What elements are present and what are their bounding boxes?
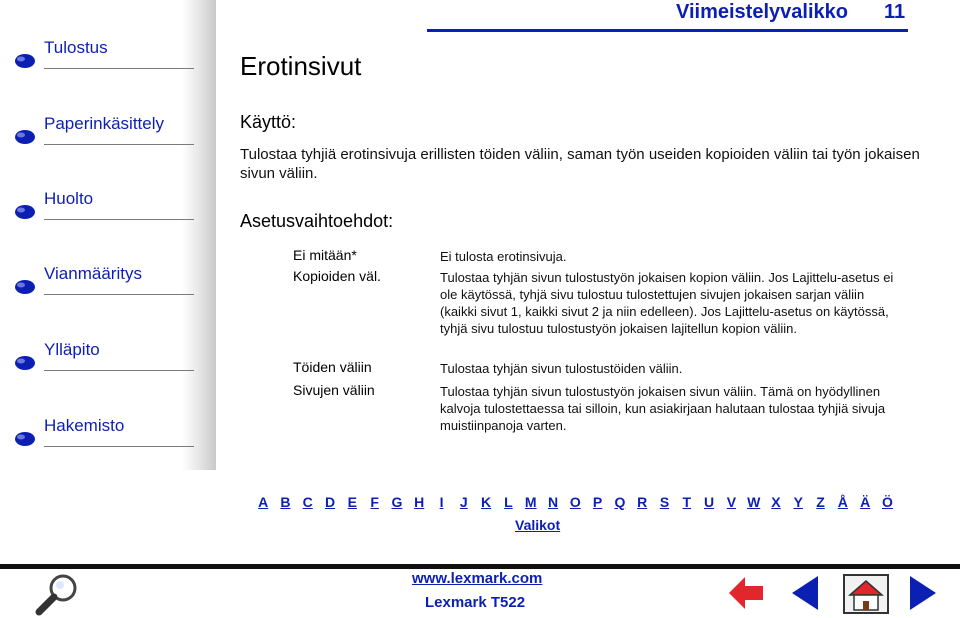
index-letter-link[interactable]: S <box>659 494 670 510</box>
option-label: Sivujen väliin <box>293 382 375 398</box>
left-arrow-icon[interactable] <box>790 574 822 612</box>
index-letter-link[interactable]: Q <box>614 494 626 510</box>
home-icon[interactable] <box>842 573 890 615</box>
right-arrow-icon[interactable] <box>906 574 938 612</box>
page-number: 11 <box>884 1 906 23</box>
sidebar-divider <box>44 68 194 69</box>
usage-heading: Käyttö: <box>240 112 297 132</box>
sidebar-item-label: Paperinkäsittely <box>44 114 165 133</box>
back-arrow-icon[interactable] <box>727 574 765 612</box>
index-letter-link[interactable]: U <box>704 494 715 510</box>
index-letter-link[interactable]: Y <box>793 494 803 510</box>
alphabet-index <box>252 494 899 510</box>
index-letter-link[interactable]: T <box>682 494 692 510</box>
index-letter-link[interactable]: J <box>459 494 468 510</box>
option-description: Ei tulosta erotinsivuja. <box>440 249 567 264</box>
sidebar-item-tulostus[interactable] <box>14 30 189 70</box>
page-title: Erotinsivut <box>240 51 362 81</box>
index-letter-link[interactable]: X <box>771 494 781 510</box>
option-description: Tulostaa tyhjän sivun tulostustyön jokaisen kopion väliin. Jos Lajittelu-asetus ei ole käytössä, tyhjä sivu tulostuu tulostettujen sivujen jokaisen sarjan väliin (kaikki sivut 1, kaikki sivut 2 ja niin edelleen). Jos Lajittelu-asetus on käytössä, tyhjä sivu tulostuu tulostustyön jokaisen lajitellun kopion väliin. <box>440 270 894 336</box>
index-letter-link[interactable]: L <box>504 494 513 510</box>
index-letter-link[interactable]: O <box>569 494 581 510</box>
sidebar-item-yllapito[interactable] <box>14 332 189 372</box>
sidebar-item-vianmaaritys[interactable] <box>14 256 189 296</box>
option-description: Tulostaa tyhjän sivun tulostustyön jokaisen sivun väliin. Tämä on hyödyllinen kalvoja tulostettaessa tai silloin, kun asiakirjaan halutaan tulostaa tyhjiä sivuja muistiinpanoja varten. <box>440 384 886 433</box>
index-letter-link[interactable]: M <box>524 494 537 510</box>
index-letter-link[interactable]: F <box>370 494 379 510</box>
sidebar-item-hakemisto[interactable] <box>14 408 189 448</box>
index-letter-link[interactable]: G <box>391 494 403 510</box>
sidebar-item-label: Ylläpito <box>44 340 100 359</box>
sidebar-divider <box>44 370 194 371</box>
website-link[interactable]: www.lexmark.com <box>412 570 543 587</box>
index-letter-link[interactable]: I <box>439 494 444 510</box>
header-divider <box>427 29 908 32</box>
index-letter-link[interactable]: N <box>547 494 559 510</box>
index-letter-link[interactable]: A <box>258 494 269 510</box>
sidebar-divider <box>44 219 194 220</box>
sidebar-item-label: Vianmääritys <box>44 264 142 283</box>
sidebar-divider <box>44 446 194 447</box>
index-letter-link[interactable]: R <box>637 494 648 510</box>
index-letter-link[interactable]: P <box>592 494 603 510</box>
settings-heading: Asetusvaihtoehdot: <box>240 211 394 231</box>
index-letter-link[interactable]: Ä <box>860 494 871 510</box>
index-letter-link[interactable]: V <box>726 494 737 510</box>
index-letter-link[interactable]: E <box>347 494 357 510</box>
menus-link[interactable]: Valikot <box>515 517 561 533</box>
index-letter-link[interactable]: B <box>280 494 291 510</box>
sidebar-item-label: Hakemisto <box>44 416 125 435</box>
option-label: Töiden väliin <box>293 359 372 375</box>
index-letter-link[interactable]: D <box>324 494 336 510</box>
index-letter-link[interactable]: H <box>414 494 425 510</box>
index-letter-link[interactable]: Å <box>837 494 848 510</box>
usage-text: Tulostaa tyhjiä erotinsivuja erillisten töiden väliin, saman työn useiden kopioiden väliin tai työn jokaisen sivun väliin. <box>240 146 920 182</box>
sidebar-item-paperinkasittely[interactable] <box>14 106 189 146</box>
index-letter-link[interactable]: C <box>302 494 313 510</box>
sidebar-shadow <box>182 0 216 470</box>
option-label: Ei mitään* <box>293 247 357 263</box>
option-description: Tulostaa tyhjän sivun tulostustöiden väliin. <box>440 361 683 376</box>
sidebar-item-label: Tulostus <box>44 38 108 57</box>
sidebar-item-huolto[interactable] <box>14 181 189 221</box>
index-letter-link[interactable]: W <box>747 494 761 510</box>
option-label: Kopioiden väl. <box>293 268 381 284</box>
sidebar-nav <box>0 0 215 470</box>
index-letter-link[interactable]: K <box>481 494 492 510</box>
section-title: Viimeistelyvalikko <box>676 1 848 23</box>
product-name: Lexmark T522 <box>425 594 526 611</box>
sidebar-item-label: Huolto <box>44 189 94 208</box>
magnifier-icon[interactable] <box>33 572 85 616</box>
footer-divider <box>0 564 960 569</box>
index-letter-link[interactable]: Ö <box>882 494 893 510</box>
sidebar-divider <box>44 294 194 295</box>
index-letter-link[interactable]: Z <box>816 494 825 510</box>
sidebar-divider <box>44 144 194 145</box>
